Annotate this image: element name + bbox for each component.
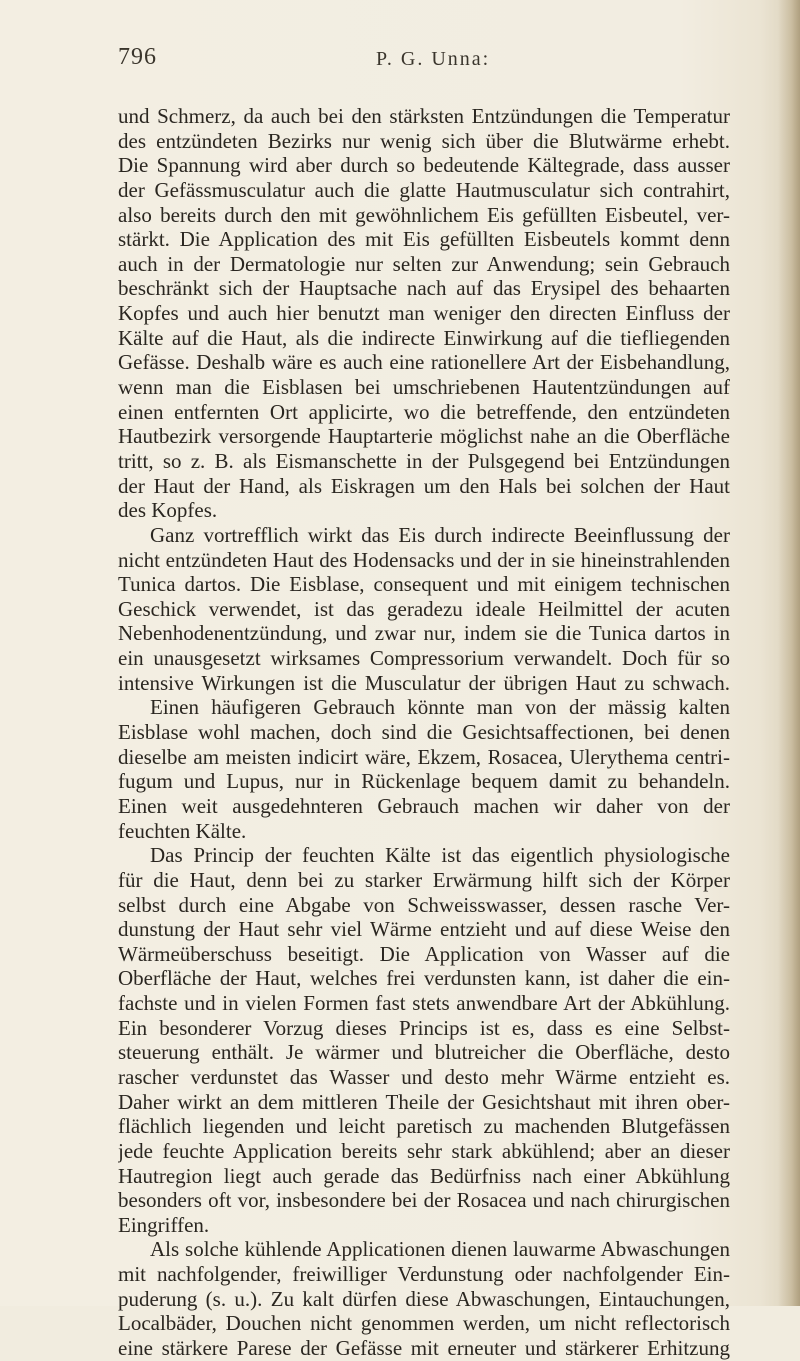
text-line: rascher verdunstet das Wasser und desto mehr Wärme entzieht es. (118, 1064, 730, 1089)
text-line: Localbäder, Douchen nicht genommen werden, um nicht reflectorisch (118, 1311, 730, 1336)
text-line: auch in der Dermatologie nur selten zur Anwendung; sein Gebrauch (118, 251, 730, 276)
text-line: selbst durch eine Abgabe von Schweisswasser, dessen rasche Ver- (118, 892, 730, 917)
text-line: Einen häufigeren Gebrauch könnte man von der mässig kalten (150, 695, 730, 720)
text-line: Einen weit ausgedehnteren Gebrauch machen wir daher von der (118, 793, 730, 818)
text-line: steuerung enthält. Je wärmer und blutreicher die Oberfläche, desto (118, 1040, 730, 1065)
text-line: eine stärkere Parese der Gefässe mit erneuter und stärkerer Erhitzung (118, 1336, 730, 1361)
text-line: mit nachfolgender, freiwilliger Verdunstung oder nachfolgender Ein- (118, 1262, 730, 1287)
text-line: der Gefässmusculatur auch die glatte Hautmusculatur sich contrahirt, (118, 177, 730, 202)
text-line: stärkt. Die Application des mit Eis gefüllten Eisbeutels kommt denn (118, 227, 730, 252)
text-line: jede feuchte Application bereits sehr stark abkühlend; aber an dieser (118, 1138, 730, 1163)
text-line: Ein besonderer Vorzug dieses Princips ist es, dass es eine Selbst- (118, 1015, 730, 1040)
text-line: Nebenhodenentzündung, und zwar nur, indem sie die Tunica dartos in (118, 621, 730, 646)
text-line: intensive Wirkungen ist die Musculatur der übrigen Haut zu schwach. (118, 670, 730, 695)
page-number: 796 (118, 44, 157, 70)
text-line: Oberfläche der Haut, welches frei verdunsten kann, ist daher die ein- (118, 966, 730, 991)
text-line: Geschick verwendet, ist das geradezu ideale Heilmittel der acuten (118, 596, 730, 621)
text-line: fachste und in vielen Formen fast stets anwendbare Art der Abkühlung. (118, 991, 730, 1016)
text-line: Hautbezirk versorgende Hauptarterie möglichst nahe an die Oberfläche (118, 424, 730, 449)
text-line: puderung (s. u.). Zu kalt dürfen diese Abwaschungen, Eintauchungen, (118, 1286, 730, 1311)
text-line: des Kopfes. (118, 498, 218, 523)
text-line: Kopfes und auch hier benutzt man weniger den directen Einfluss der (118, 301, 730, 326)
text-line: Daher wirkt an dem mittleren Theile der Gesichtshaut mit ihren ober- (118, 1089, 730, 1114)
text-line: ein unausgesetzt wirksames Compressorium verwandelt. Doch für so (118, 646, 730, 671)
text-line: dieselbe am meisten indicirt wäre, Ekzem, Rosacea, Ulerythema centri- (118, 744, 730, 769)
text-line: Das Princip der feuchten Kälte ist das eigentlich physiologische (150, 843, 730, 868)
text-line: nicht entzündeten Haut des Hodensacks und der in sie hineinstrahlenden (118, 547, 730, 572)
text-line: flächlich liegenden und leicht paretisch zu machenden Blutgefässen (118, 1114, 730, 1139)
text-line: Eingriffen. (118, 1212, 210, 1237)
text-line: Hautregion liegt auch gerade das Bedürfniss nach einer Abkühlung (118, 1163, 730, 1188)
text-line: dunstung der Haut sehr viel Wärme entzieht und auf diese Weise den (118, 917, 730, 942)
text-line: beschränkt sich der Hauptsache nach auf das Erysipel des behaarten (118, 276, 730, 301)
text-line: der Haut der Hand, als Eiskragen um den Hals bei solchen der Haut (118, 473, 730, 498)
text-line: Ganz vortrefflich wirkt das Eis durch indirecte Beeinflussung der (150, 522, 730, 547)
text-line: für die Haut, denn bei zu starker Erwärmung hilft sich der Körper (118, 867, 730, 892)
text-line: also bereits durch den mit gewöhnlichem Eis gefüllten Eisbeutel, ver- (118, 202, 730, 227)
text-line: Eisblase wohl machen, doch sind die Gesichtsaffectionen, bei denen (118, 720, 730, 745)
text-line: Gefässe. Deshalb wäre es auch eine rationellere Art der Eisbehandlung, (118, 350, 730, 375)
text-line: fugum und Lupus, nur in Rückenlage bequem damit zu behandeln. (118, 769, 730, 794)
page-header (118, 44, 730, 80)
text-line: tritt, so z. B. als Eismanschette in der Pulsgegend bei Entzündungen (118, 448, 730, 473)
body-text (118, 104, 730, 1361)
text-line: feuchten Kälte. (118, 818, 247, 843)
text-line: des entzündeten Bezirks nur wenig sich über die Blutwärme erhebt. (118, 128, 730, 153)
text-line: wenn man die Eisblasen bei umschriebenen Hautentzündungen auf (118, 375, 730, 400)
text-line: einen entfernten Ort applicirte, wo die betreffende, den entzündeten (118, 399, 730, 424)
running-head: P. G. Unna: (376, 48, 491, 70)
page-edge-shadow (778, 0, 800, 1306)
text-line: Kälte auf die Haut, als die indirecte Einwirkung auf die tiefliegenden (118, 325, 730, 350)
text-line: Als solche kühlende Applicationen dienen lauwarme Abwaschungen (150, 1237, 730, 1262)
text-line: Die Spannung wird aber durch so bedeutende Kältegrade, dass ausser (118, 153, 730, 178)
text-line: Wärmeüberschuss beseitigt. Die Application von Wasser auf die (118, 941, 730, 966)
text-line: Tunica dartos. Die Eisblase, consequent und mit einigem technischen (118, 572, 730, 597)
text-line: besonders oft vor, insbesondere bei der Rosacea und nach chirurgischen (118, 1188, 730, 1213)
text-line: und Schmerz, da auch bei den stärksten Entzündungen die Temperatur (118, 104, 730, 128)
